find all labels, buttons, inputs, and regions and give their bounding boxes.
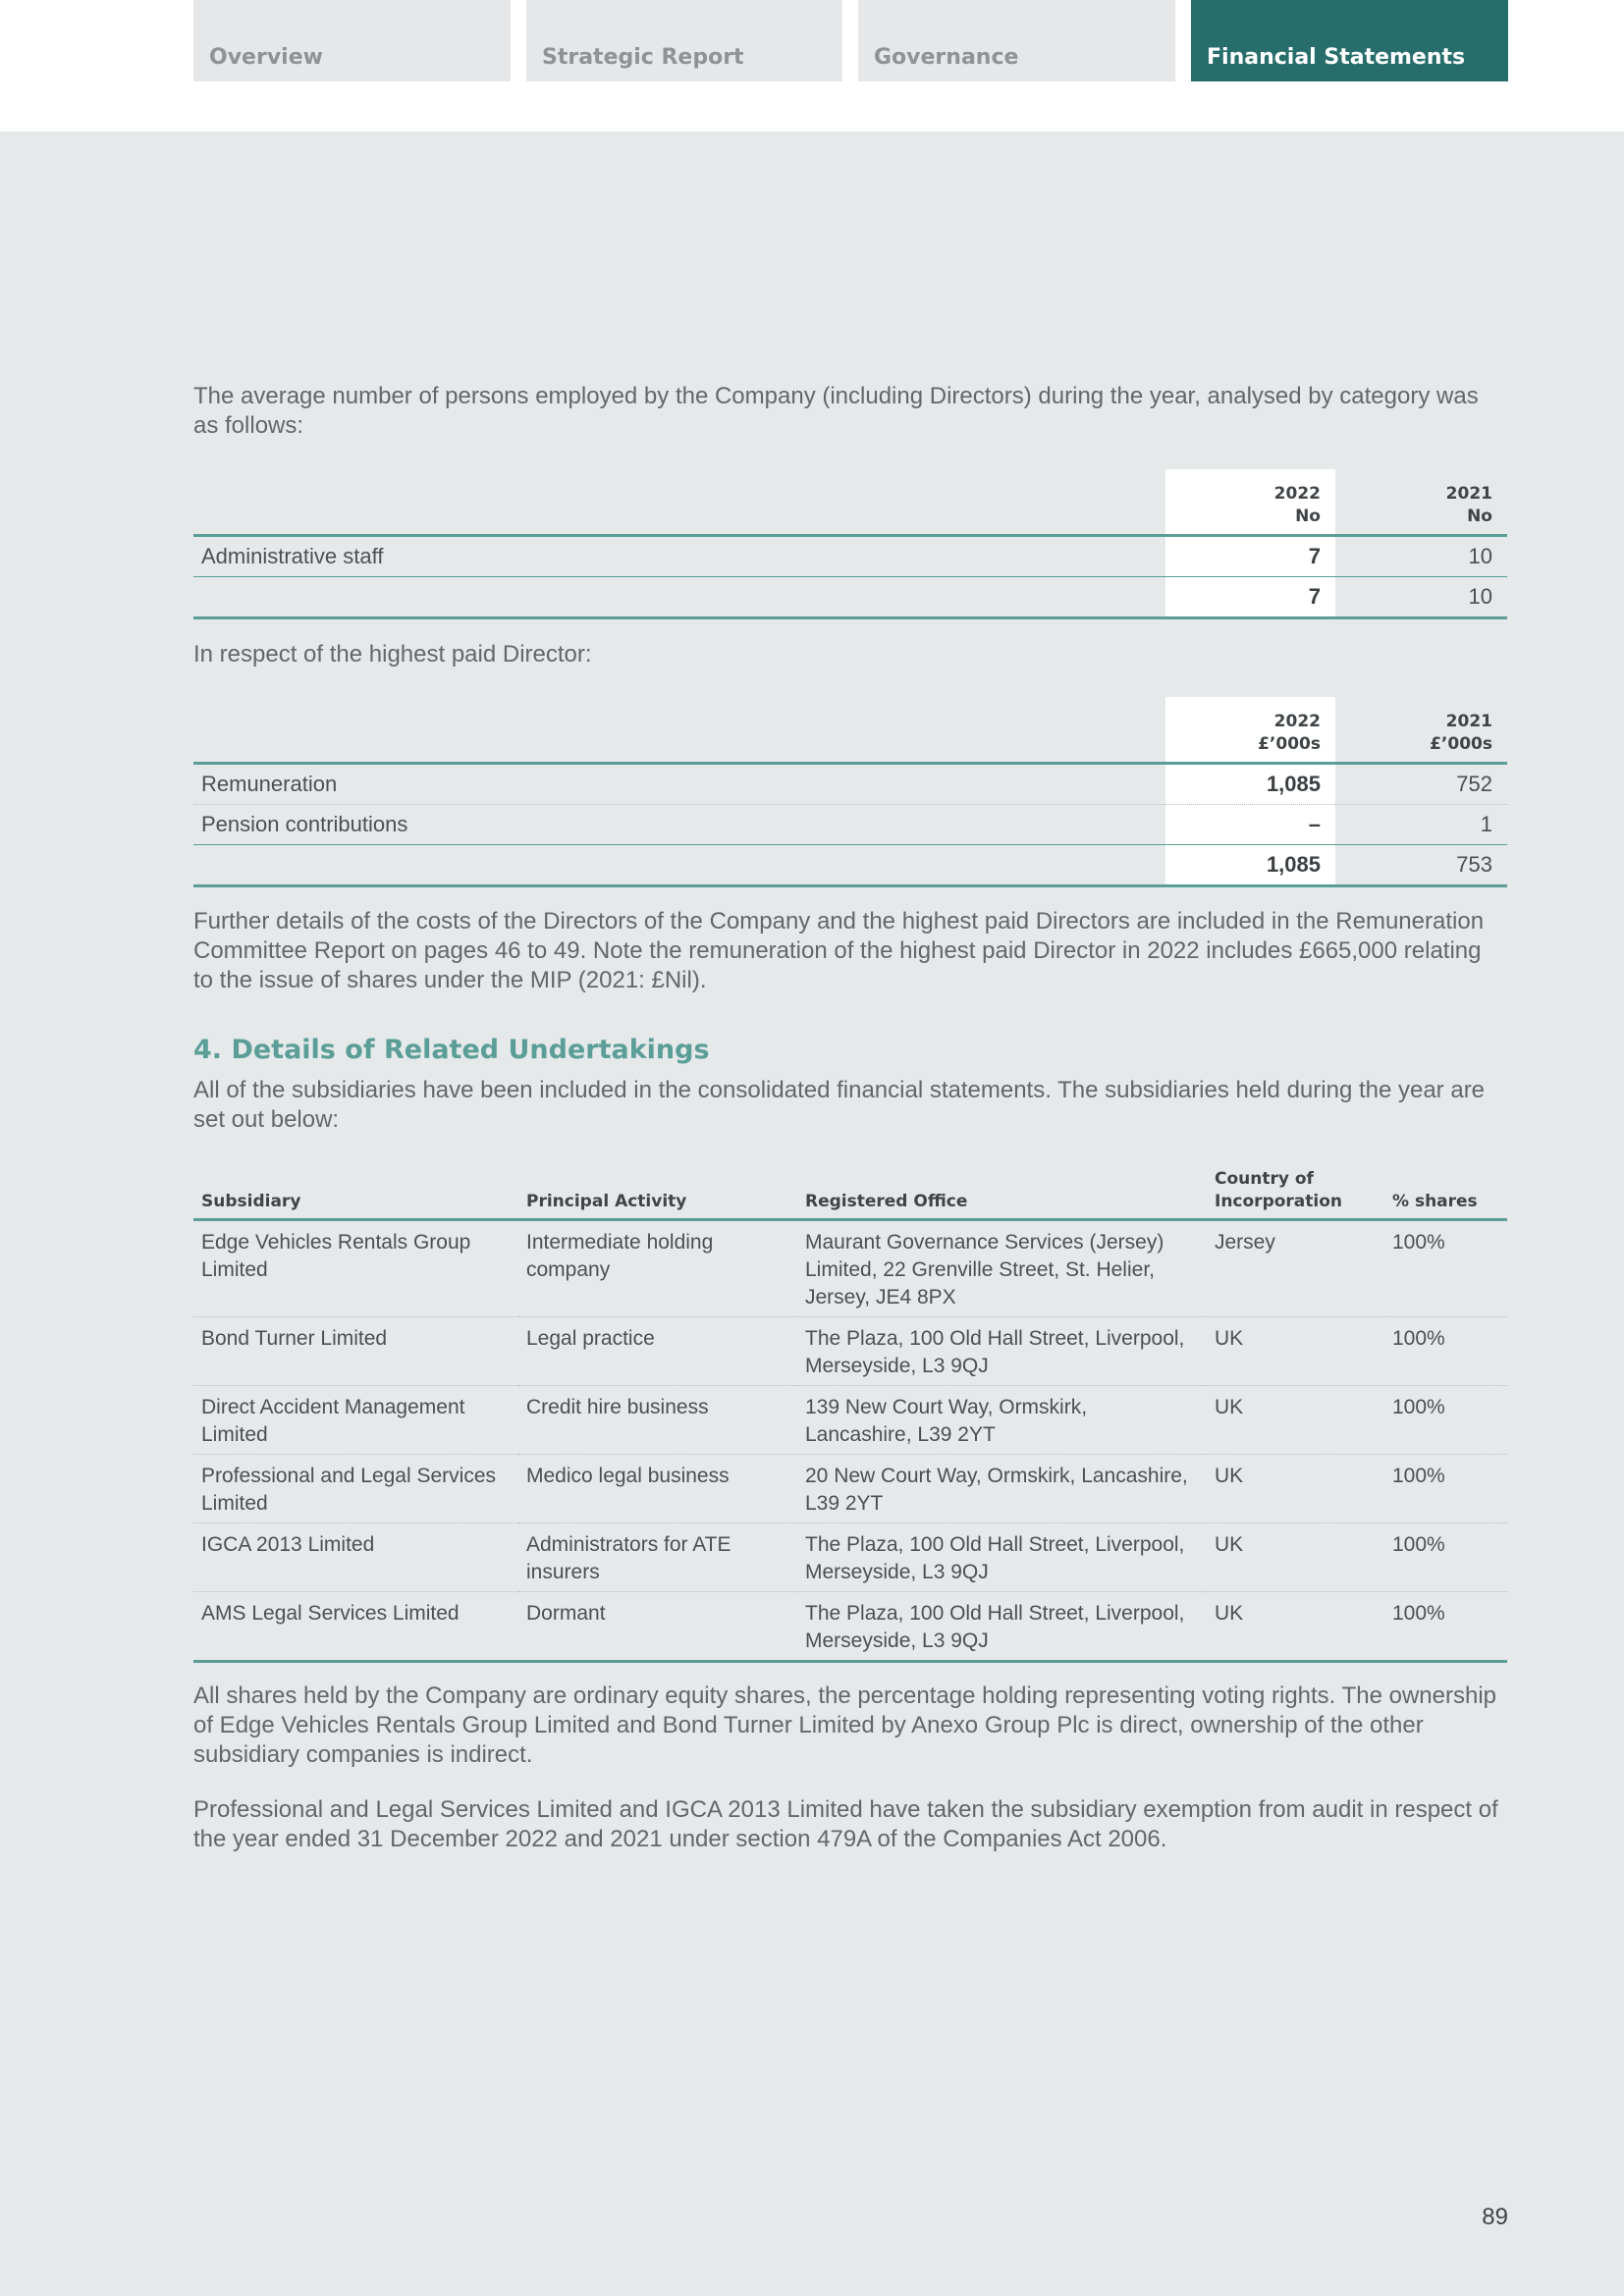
table-row: [193, 1455, 1507, 1523]
employees-header-2021: 2021 No: [1445, 484, 1492, 526]
section-heading: 4. Details of Related Undertakings: [193, 1035, 710, 1065]
country: UK: [1215, 1396, 1244, 1418]
value-2022: –: [1165, 805, 1335, 845]
table-row: [193, 1317, 1507, 1386]
shares: 100%: [1392, 1231, 1445, 1254]
table-row: [193, 1386, 1507, 1455]
registered-office: The Plaza, 100 Old Hall Street, Liverpool, Merseyside, L3 9QJ: [805, 1327, 1185, 1377]
director-note: Further details of the costs of the Directors of the Company and the highest paid Directors are included in the Remuneration Committee Report on pages 46 to 49. Note the remuneration of the highest paid Director in 2022 includes £665,000 relating to the issue of shares under the MIP (2021: £Nil).: [193, 908, 1485, 993]
subsidiaries-table: [193, 1168, 1507, 1663]
registered-office: Maurant Governance Services (Jersey) Limited, 22 Grenville Street, St. Helier, Jersey, JE4 8PX: [805, 1231, 1164, 1308]
table-row: [193, 1592, 1507, 1662]
subsidiary-name: Edge Vehicles Rentals Group Limited: [201, 1231, 471, 1281]
value-2021: 752: [1456, 772, 1492, 796]
total-row: [193, 845, 1507, 886]
tab-financial-statements[interactable]: Financial Statements: [1191, 0, 1508, 81]
value-2022: 1,085: [1165, 764, 1335, 805]
country: UK: [1215, 1465, 1244, 1487]
shares: 100%: [1392, 1533, 1445, 1556]
registered-office: The Plaza, 100 Old Hall Street, Liverpool, Merseyside, L3 9QJ: [805, 1533, 1185, 1583]
principal-activity: Administrators for ATE insurers: [526, 1533, 731, 1583]
employees-intro: The average number of persons employed by the Company (including Directors) during the year, analysed by category was as follows:: [193, 383, 1479, 439]
employees-header-row: [193, 469, 1507, 536]
subsidiary-name: AMS Legal Services Limited: [201, 1602, 460, 1625]
col-shares: % shares: [1392, 1192, 1478, 1211]
subsidiary-name: Direct Accident Management Limited: [201, 1396, 465, 1446]
audit-exemption-note: Professional and Legal Services Limited and IGCA 2013 Limited have taken the subsidiary exemption from audit in respect of the year ended 31 December 2022 and 2021 under section 479A of the Companies Act 2006.: [193, 1796, 1498, 1852]
country: UK: [1215, 1533, 1244, 1556]
table-row: [193, 805, 1507, 845]
total-row: [193, 577, 1507, 618]
director-header-2021: 2021 £’000s: [1430, 712, 1492, 754]
country: Jersey: [1215, 1231, 1275, 1254]
table-row: [193, 536, 1507, 577]
col-subsidiary: Subsidiary: [201, 1192, 301, 1211]
subsidiary-name: IGCA 2013 Limited: [201, 1533, 375, 1556]
tab-governance[interactable]: Governance: [858, 0, 1175, 81]
registered-office: The Plaza, 100 Old Hall Street, Liverpool, Merseyside, L3 9QJ: [805, 1602, 1185, 1652]
col-office: Registered Office: [805, 1192, 968, 1211]
employees-table: [193, 469, 1507, 619]
total-2021: 753: [1456, 852, 1492, 877]
row-label: Administrative staff: [201, 544, 384, 568]
principal-activity: Legal practice: [526, 1327, 655, 1350]
shares: 100%: [1392, 1602, 1445, 1625]
registered-office: 20 New Court Way, Ormskirk, Lancashire, L39 2YT: [805, 1465, 1188, 1515]
table-row: [193, 1220, 1507, 1317]
director-header-row: [193, 697, 1507, 764]
value-2022: 7: [1165, 536, 1335, 577]
subsidiaries-intro: All of the subsidiaries have been included in the consolidated financial statements. The subsidiaries held during the year are set out below:: [193, 1077, 1486, 1133]
director-header-2022: 2022 £’000s: [1165, 697, 1335, 764]
subsidiary-name: Bond Turner Limited: [201, 1327, 388, 1350]
row-label: Remuneration: [201, 772, 338, 796]
subsidiary-name: Professional and Legal Services Limited: [201, 1465, 497, 1515]
top-navigation: [0, 0, 1624, 132]
col-country: Country of Incorporation: [1215, 1169, 1343, 1211]
total-2022: 1,085: [1165, 845, 1335, 886]
registered-office: 139 New Court Way, Ormskirk, Lancashire, L39 2YT: [805, 1396, 1088, 1446]
principal-activity: Intermediate holding company: [526, 1231, 714, 1281]
table-row: [193, 1523, 1507, 1592]
tab-strategic-report[interactable]: Strategic Report: [526, 0, 842, 81]
page-number: 89: [1482, 2204, 1508, 2230]
shares: 100%: [1392, 1465, 1445, 1487]
col-activity: Principal Activity: [526, 1192, 687, 1211]
shares: 100%: [1392, 1327, 1445, 1350]
principal-activity: Credit hire business: [526, 1396, 709, 1418]
table-row: [193, 764, 1507, 805]
shares: 100%: [1392, 1396, 1445, 1418]
employees-header-2022: 2022 No: [1165, 469, 1335, 536]
row-label: Pension contributions: [201, 812, 408, 836]
principal-activity: Dormant: [526, 1602, 606, 1625]
value-2021: 1: [1480, 812, 1492, 836]
director-table: [193, 697, 1507, 887]
country: UK: [1215, 1327, 1244, 1350]
director-intro: In respect of the highest paid Director:: [193, 641, 592, 667]
tab-overview[interactable]: Overview: [193, 0, 511, 81]
subsidiaries-header-row: [193, 1168, 1507, 1220]
total-2021: 10: [1468, 584, 1492, 609]
shares-note: All shares held by the Company are ordinary equity shares, the percentage holding representing voting rights. The ownership of Edge Vehicles Rentals Group Limited and Bond Turner Limited by Anexo Group Plc is direct, ownership of the other subsidiary companies is indirect.: [193, 1682, 1496, 1768]
total-2022: 7: [1165, 577, 1335, 618]
country: UK: [1215, 1602, 1244, 1625]
principal-activity: Medico legal business: [526, 1465, 730, 1487]
value-2021: 10: [1468, 544, 1492, 568]
